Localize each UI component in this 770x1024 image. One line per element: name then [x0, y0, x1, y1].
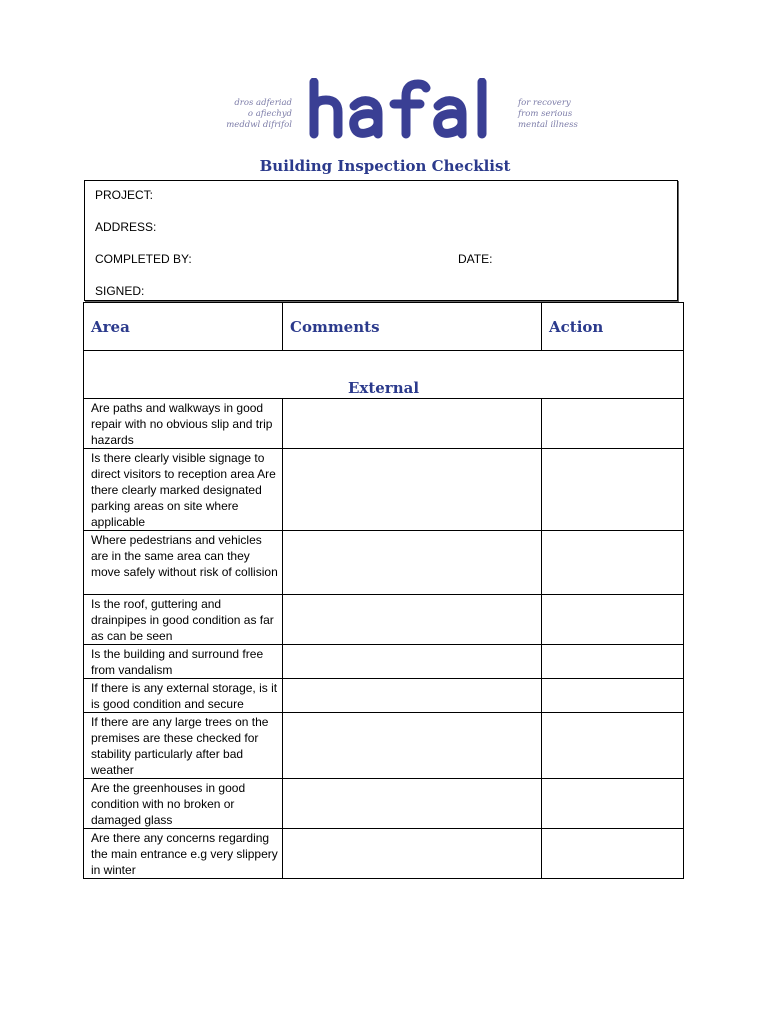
- action-cell[interactable]: [542, 779, 684, 829]
- table-row: [84, 713, 684, 779]
- area-cell: [84, 829, 283, 879]
- area-text: Are there any concerns regarding the main entrance e.g very slippery in winter: [91, 831, 278, 877]
- action-cell[interactable]: [542, 679, 684, 713]
- comments-cell[interactable]: [283, 595, 542, 645]
- document-title: Building Inspection Checklist: [259, 157, 511, 175]
- action-cell[interactable]: [542, 595, 684, 645]
- logo-english-line-3: mental illness: [518, 120, 578, 130]
- area-text: Are the greenhouses in good condition with no broken or damaged glass: [91, 781, 246, 827]
- area-cell: [84, 449, 283, 531]
- section-title-external: External: [84, 351, 684, 399]
- area-text: Are paths and walkways in good repair with no obvious slip and trip hazards: [91, 401, 273, 447]
- action-cell[interactable]: [542, 645, 684, 679]
- date-label: DATE:: [458, 252, 493, 266]
- area-cell: [84, 645, 283, 679]
- comments-cell[interactable]: [283, 399, 542, 449]
- table-row: [84, 595, 684, 645]
- area-cell: [84, 595, 283, 645]
- table-row: [84, 399, 684, 449]
- table-row: [84, 829, 684, 879]
- table-header-row: [84, 303, 684, 351]
- area-text: Where pedestrians and vehicles are in the same area can they move safely without risk of collision: [91, 533, 278, 579]
- table-row: [84, 645, 684, 679]
- signed-label: SIGNED:: [95, 284, 145, 298]
- comments-cell[interactable]: [283, 679, 542, 713]
- inspection-table: [83, 302, 684, 879]
- area-text: Is there clearly visible signage to direct visitors to reception area Are there clearly marked designated parking areas on site where applicable: [91, 451, 276, 529]
- logo-welsh-line-3: meddwl difrifol: [226, 120, 292, 130]
- action-cell[interactable]: [542, 531, 684, 595]
- table-row: [84, 679, 684, 713]
- header-fields-box: [84, 180, 678, 301]
- hafal-wordmark: [306, 78, 506, 140]
- action-cell[interactable]: [542, 399, 684, 449]
- column-header-area: Area: [84, 303, 283, 351]
- area-text: Is the roof, guttering and drainpipes in good condition as far as can be seen: [91, 597, 274, 643]
- project-label: PROJECT:: [95, 188, 154, 202]
- area-text: Is the building and surround free from vandalism: [91, 647, 264, 677]
- logo-english-line-2: from serious: [518, 109, 573, 119]
- comments-cell[interactable]: [283, 449, 542, 531]
- comments-cell[interactable]: [283, 829, 542, 879]
- column-header-action: Action: [542, 303, 684, 351]
- action-cell[interactable]: [542, 829, 684, 879]
- table-row: [84, 449, 684, 531]
- action-cell[interactable]: [542, 713, 684, 779]
- comments-cell[interactable]: [283, 779, 542, 829]
- area-cell: [84, 679, 283, 713]
- logo-welsh-tagline: [226, 98, 292, 131]
- table-row: [84, 779, 684, 829]
- table-row: [84, 531, 684, 595]
- area-text: If there are any large trees on the premises are these checked for stability particularly after bad weather: [91, 715, 269, 777]
- completed-by-label: COMPLETED BY:: [95, 252, 192, 266]
- area-cell: [84, 779, 283, 829]
- area-cell: [84, 399, 283, 449]
- comments-cell[interactable]: [283, 531, 542, 595]
- area-cell: [84, 713, 283, 779]
- comments-cell[interactable]: [283, 645, 542, 679]
- logo-english-line-1: for recovery: [518, 98, 571, 108]
- logo-welsh-line-2: o afiechyd: [247, 109, 292, 119]
- section-row: [84, 351, 684, 399]
- hafal-logo: [226, 78, 586, 140]
- logo-welsh-line-1: dros adferiad: [234, 98, 292, 108]
- address-label: ADDRESS:: [95, 220, 157, 234]
- column-header-comments: Comments: [283, 303, 542, 351]
- action-cell[interactable]: [542, 449, 684, 531]
- logo-english-tagline: [518, 98, 588, 131]
- area-cell: [84, 531, 283, 595]
- comments-cell[interactable]: [283, 713, 542, 779]
- area-text: If there is any external storage, is it is good condition and secure: [91, 681, 278, 711]
